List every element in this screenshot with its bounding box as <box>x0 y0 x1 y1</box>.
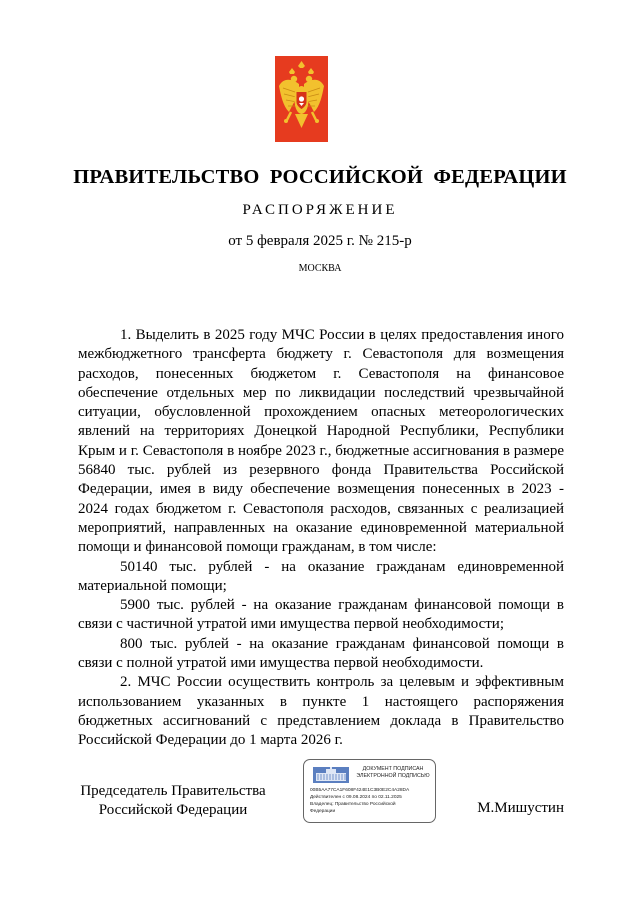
paragraph-item-2: 2. МЧС России осуществить контроль за целевым и эффективным использованием указанных в пункте 1 настоящего распоряжения бюджетных ассигнований с представлением доклада в Правительство Российской Федерации до 1 марта 2026 г. <box>78 674 564 749</box>
government-building-icon <box>313 767 349 783</box>
signatory-position-line1: Председатель Правительства <box>80 783 266 799</box>
stamp-owner-line2: Федерации <box>310 809 336 814</box>
stamp-certificate: 00B5AA77CA1F608F424E1C3B0E2C4A28DA <box>310 788 410 793</box>
paragraph-subitem-3: 800 тыс. рублей - на оказание гражданам финансовой помощи в связи с полной утратой ими имущества первой необходимости. <box>78 635 564 672</box>
document-body <box>78 326 564 751</box>
signatory-position-line2: Российской Федерации <box>98 802 248 819</box>
document-type: РАСПОРЯЖЕНИЕ <box>242 202 398 218</box>
electronic-signature-stamp <box>303 759 436 823</box>
coat-of-arms-emblem <box>275 56 328 142</box>
stamp-owner-line1: Владелец: Правительство Российской <box>310 802 396 807</box>
document-city: МОСКВА <box>298 263 342 274</box>
document-date-number: от 5 февраля 2025 г. № 215-р <box>228 233 412 249</box>
government-title: ПРАВИТЕЛЬСТВО РОССИЙСКОЙ ФЕДЕРАЦИИ <box>73 166 567 188</box>
paragraph-item-1: 1. Выделить в 2025 году МЧС России в целях предоставления иного межбюджетного трансферта бюджету г. Севастополя для возмещения расходов, понесенных бюджетом г. Севастополя на финансовое обеспечение отдельных мер по ликвидации последствий чрезвычайной ситуации, обусловленной прохождением опасных метеорологических явлений на территориях Донецкой Народной Республики, Республики Крым и г. Севастополя в ноябре 2023 г., бюджетные ассигнования в размере 56840 тыс. рублей из резервного фонда Правительства Российской Федерации, имея в виду обеспечение возмещения понесенных в 2023 - 2024 годах бюджетом г. Севастополя расходов, связанных с реализацией мероприятий, направленных на оказание единовременной материальной помощи и финансовой помощи гражданам, в том числе: <box>78 327 564 556</box>
stamp-title <box>351 766 435 780</box>
paragraph-subitem-2: 5900 тыс. рублей - на оказание гражданам финансовой помощи в связи с частичной утратой ими имущества первой необходимости; <box>78 597 564 633</box>
stamp-title-line1: ДОКУМЕНТ ПОДПИСАН <box>362 766 424 772</box>
paragraph-subitem-1: 50140 тыс. рублей - на оказание гражданам единовременной материальной помощи; <box>78 558 564 594</box>
signatory-name: М.Мишустин <box>477 800 564 816</box>
signatory-position <box>78 782 268 821</box>
stamp-title-line2: ЭЛЕКТРОННОЙ ПОДПИСЬЮ <box>356 773 430 779</box>
stamp-validity: Действителен с 09.08.2024 по 02.11.2025 <box>310 795 402 800</box>
